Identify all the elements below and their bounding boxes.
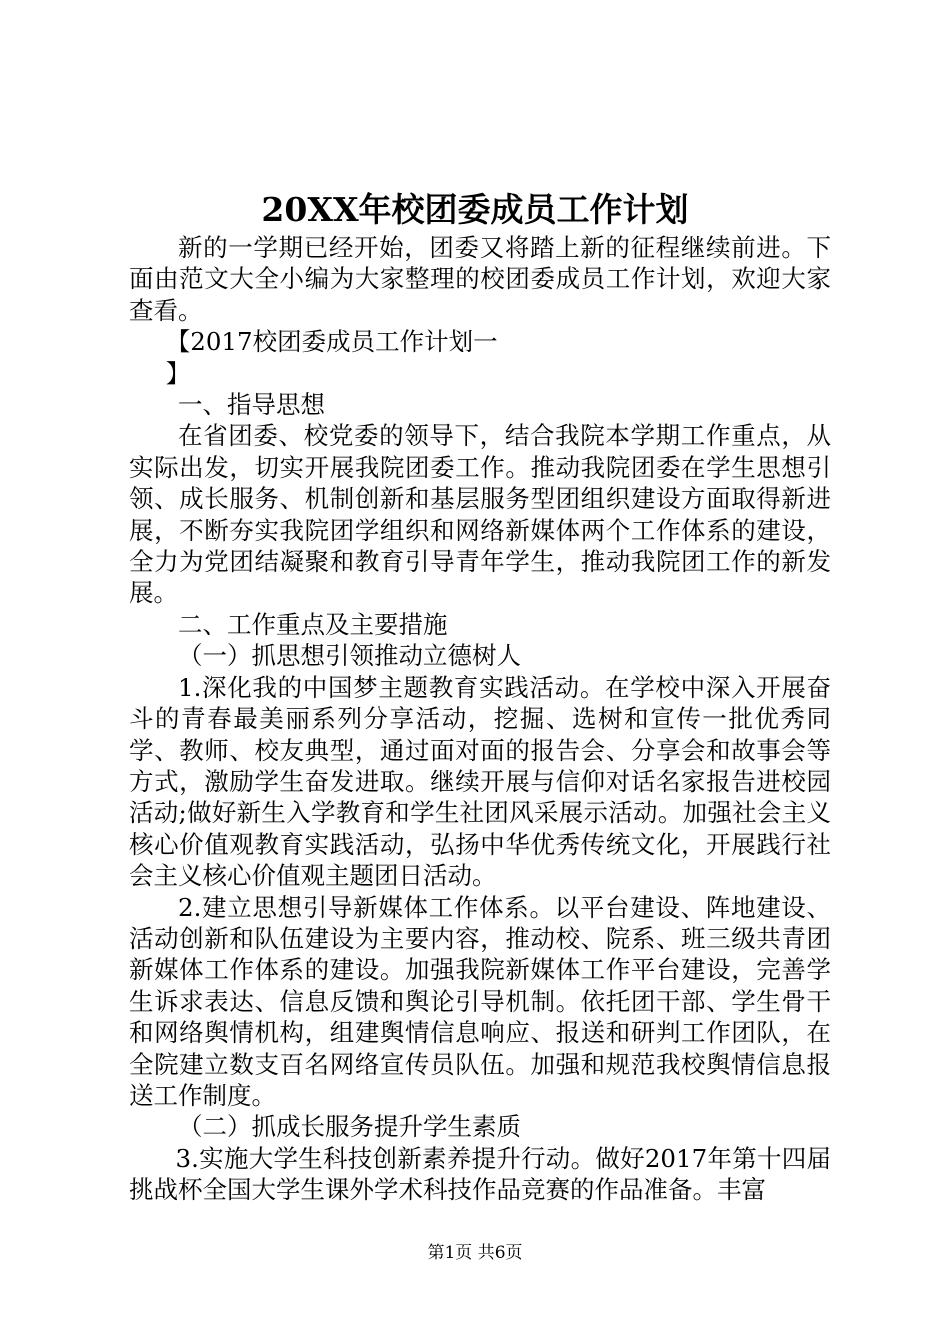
heading-guiding-ideology: 一、指导思想	[178, 390, 325, 420]
heading-key-work: 二、工作重点及主要措施	[178, 609, 448, 639]
section-bracket-close: 】	[165, 358, 191, 388]
item-tech-innovation: 3.实施大学生科技创新素养提升行动。做好2017年第十四届挑战杯全国大学生课外学术科技作品竞赛的作品准备。丰富	[129, 1143, 831, 1205]
paragraph-guiding-ideology: 在省团委、校党委的领导下，结合我院本学期工作重点，从实际出发，切实开展我院团委工作。推动我院团委在学生思想引领、成长服务、机制创新和基层服务型团组织建设方面取得新进展，不断夯实我院团学组织和网络新媒体两个工作体系的建设，全力为党团结凝聚和教育引导青年学生，推动我院团工作的新发展。	[129, 421, 831, 608]
section-bracket-open: 【2017校团委成员工作计划一	[165, 327, 498, 357]
item-new-media: 2.建立思想引导新媒体工作体系。以平台建设、阵地建设、活动创新和队伍建设为主要内容，推动校、院系、班三级共青团新媒体工作体系的建设。加强我院新媒体工作平台建设，完善学生诉求表达、信息反馈和舆论引导机制。依托团干部、学生骨干和网络舆情机构，组建舆情信息响应、报送和研判工作团队，在全院建立数支百名网络宣传员队伍。加强和规范我校舆情信息报送工作制度。	[129, 892, 831, 1110]
document-title: 20XX年校团委成员工作计划	[261, 190, 689, 229]
subheading-growth-service: （二）抓成长服务提升学生素质	[178, 1112, 521, 1142]
intro-paragraph: 新的一学期已经开始，团委又将踏上新的征程继续前进。下面由范文大全小编为大家整理的校团委成员工作计划，欢迎大家查看。	[129, 233, 831, 325]
subheading-ideological-guidance: （一）抓思想引领推动立德树人	[178, 641, 521, 671]
document-body	[129, 232, 831, 1206]
page-footer: 第1页 共6页	[427, 1243, 523, 1263]
item-chinese-dream: 1.深化我的中国梦主题教育实践活动。在学校中深入开展奋斗的青春最美丽系列分享活动，挖掘、选树和宣传一批优秀同学、教师、校友典型，通过面对面的报告会、分享会和故事会等方式，激励学生奋发进取。继续开展与信仰对话名家报告进校园活动;做好新生入学教育和学生社团风采展示活动。加强社会主义核心价值观教育实践活动，弘扬中华优秀传统文化，开展践行社会主义核心价值观主题团日活动。	[129, 672, 831, 891]
